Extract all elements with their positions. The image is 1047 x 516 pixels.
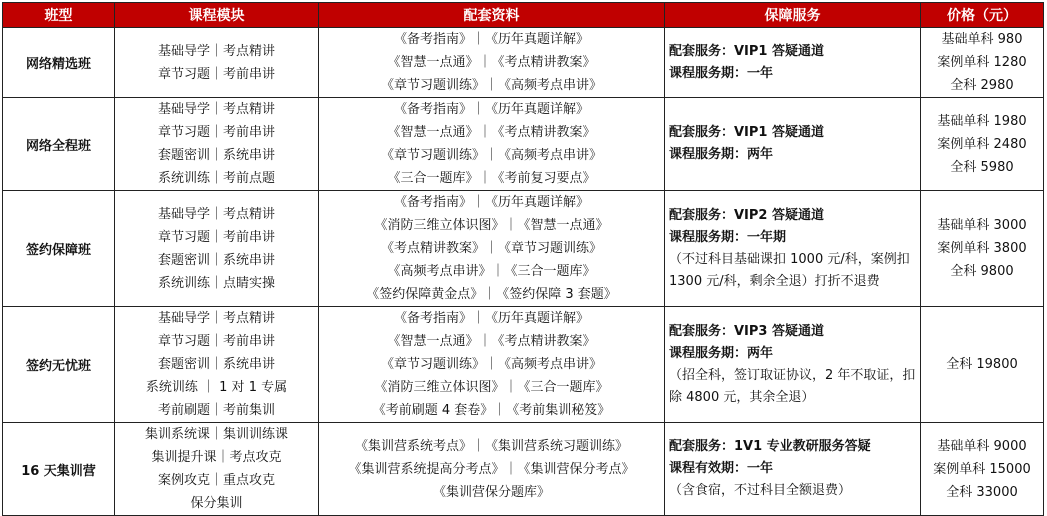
class-name-cell: 签约无忧班 xyxy=(3,307,115,423)
service-line: 配套服务：VIP3 答疑通道 xyxy=(669,323,824,339)
price-line: 全科 5980 xyxy=(950,159,1014,175)
material-line: 《高频考点串讲》｜《三合一题库》 xyxy=(387,264,596,279)
service-note: （招全科，签订取证协议，2 年不取证，扣除 4800 元，其余全退） xyxy=(669,367,916,405)
service-line: 课程服务期：两年 xyxy=(669,345,774,361)
service-line: 课程有效期：一年 xyxy=(669,461,774,476)
class-name-cell: 16 天集训营 xyxy=(3,423,115,516)
price-line: 案例单科 1280 xyxy=(937,55,1027,70)
material-line: 《集训营保分题库》 xyxy=(432,484,550,500)
material-line: 《智慧一点通》｜《考点精讲教案》 xyxy=(387,334,596,349)
service-cell xyxy=(665,423,921,516)
price-line: 全科 33000 xyxy=(946,484,1018,500)
service-note: （含食宿，不过科目全额退费） xyxy=(669,483,852,498)
class-name-cell: 签约保障班 xyxy=(3,191,115,307)
header-modules: 课程模块 xyxy=(115,3,319,28)
module-line: 系统训练｜点睛实操 xyxy=(157,275,275,291)
header-service: 保障服务 xyxy=(665,3,921,28)
module-line: 案例攻克｜重点攻克 xyxy=(157,473,275,488)
service-line: 配套服务：VIP2 答疑通道 xyxy=(669,207,824,223)
modules-cell xyxy=(115,28,319,98)
modules-cell xyxy=(115,98,319,191)
table-row xyxy=(3,28,1044,98)
class-name-cell: 网络精选班 xyxy=(3,28,115,98)
module-line: 保分集训 xyxy=(190,496,243,511)
module-line: 系统训练｜考前点题 xyxy=(157,171,275,186)
price-line: 全科 19800 xyxy=(946,357,1018,372)
material-line: 《备考指南》｜《历年真题详解》 xyxy=(393,32,589,47)
module-line: 基础导学｜考点精讲 xyxy=(157,43,275,59)
materials-cell xyxy=(319,98,665,191)
material-line: 《三合一题库》｜《考前复习要点》 xyxy=(387,171,596,186)
materials-cell xyxy=(319,423,665,516)
module-line: 集训提升课｜考点攻克 xyxy=(151,450,282,465)
service-cell xyxy=(665,98,921,191)
material-line: 《集训营系统考点》｜《集训营系统习题训练》 xyxy=(354,438,628,454)
module-line: 基础导学｜考点精讲 xyxy=(157,311,275,326)
material-line: 《消防三维立体识图》｜《三合一题库》 xyxy=(374,380,609,395)
material-line: 《备考指南》｜《历年真题详解》 xyxy=(393,311,589,326)
material-line: 《智慧一点通》｜《考点精讲教案》 xyxy=(387,55,596,70)
module-line: 基础导学｜考点精讲 xyxy=(157,206,275,222)
module-line: 系统训练 ｜ 1 对 1 专属 xyxy=(145,380,288,395)
modules-cell xyxy=(115,423,319,516)
table-row xyxy=(3,423,1044,516)
service-cell xyxy=(665,191,921,307)
service-cell xyxy=(665,307,921,423)
material-line: 《签约保障黄金点》｜《签约保障 3 套题》 xyxy=(366,287,617,302)
material-line: 《考点精讲教案》｜《章节习题训练》 xyxy=(380,241,602,256)
service-line: 配套服务：1V1 专业教研服务答疑 xyxy=(669,439,871,454)
table-body xyxy=(3,28,1044,516)
price-cell xyxy=(921,191,1044,307)
materials-cell xyxy=(319,191,665,307)
price-line: 基础单科 9000 xyxy=(937,438,1027,454)
service-line: 配套服务：VIP1 答疑通道 xyxy=(669,43,824,59)
table-row xyxy=(3,307,1044,423)
price-line: 案例单科 15000 xyxy=(933,461,1031,477)
service-line: 课程服务期：一年期 xyxy=(669,229,787,245)
service-line: 课程服务期：一年 xyxy=(669,65,774,81)
module-line: 基础导学｜考点精讲 xyxy=(157,102,275,117)
service-note: （不过科目基础课扣 1000 元/科，案例扣 1300 元/科，剩余全退）打折不退费 xyxy=(669,251,910,289)
price-line: 基础单科 1980 xyxy=(937,113,1027,129)
price-line: 案例单科 2480 xyxy=(937,136,1027,152)
material-line: 《章节习题训练》｜《高频考点串讲》 xyxy=(380,78,602,93)
price-line: 全科 2980 xyxy=(950,78,1014,93)
materials-cell xyxy=(319,307,665,423)
price-cell xyxy=(921,423,1044,516)
price-line: 案例单科 3800 xyxy=(937,241,1027,256)
material-line: 《集训营系统提高分考点》｜《集训营保分考点》 xyxy=(348,461,635,477)
price-line: 全科 9800 xyxy=(950,264,1014,279)
table-row xyxy=(3,98,1044,191)
module-line: 套题密训｜系统串讲 xyxy=(157,148,275,163)
service-line: 配套服务：VIP1 答疑通道 xyxy=(669,125,824,140)
service-cell xyxy=(665,28,921,98)
header-materials: 配套资料 xyxy=(319,3,665,28)
module-line: 集训系统课｜集训训练课 xyxy=(144,427,288,442)
module-line: 套题密训｜系统串讲 xyxy=(157,357,275,372)
service-line: 课程服务期：两年 xyxy=(669,147,774,162)
price-cell xyxy=(921,98,1044,191)
modules-cell xyxy=(115,307,319,423)
module-line: 套题密训｜系统串讲 xyxy=(157,252,275,268)
header-price: 价格（元） xyxy=(921,3,1044,28)
material-line: 《智慧一点通》｜《考点精讲教案》 xyxy=(387,125,596,140)
price-line: 基础单科 980 xyxy=(941,32,1023,47)
material-line: 《备考指南》｜《历年真题详解》 xyxy=(393,195,589,210)
module-line: 章节习题｜考前串讲 xyxy=(157,229,275,245)
module-line: 章节习题｜考前串讲 xyxy=(157,66,275,82)
material-line: 《消防三维立体识图》｜《智慧一点通》 xyxy=(374,218,609,233)
header-class-type: 班型 xyxy=(3,3,115,28)
price-cell xyxy=(921,307,1044,423)
course-table xyxy=(2,2,1044,516)
module-line: 章节习题｜考前串讲 xyxy=(157,334,275,349)
material-line: 《章节习题训练》｜《高频考点串讲》 xyxy=(380,357,602,372)
material-line: 《考前刷题 4 套卷》｜《考前集训秘笈》 xyxy=(372,403,611,418)
module-line: 章节习题｜考前串讲 xyxy=(157,125,275,140)
header-row xyxy=(3,3,1044,28)
price-cell xyxy=(921,28,1044,98)
modules-cell xyxy=(115,191,319,307)
module-line: 考前刷题｜考前集训 xyxy=(157,403,275,418)
class-name-cell: 网络全程班 xyxy=(3,98,115,191)
material-line: 《备考指南》｜《历年真题详解》 xyxy=(393,102,589,117)
material-line: 《章节习题训练》｜《高频考点串讲》 xyxy=(380,148,602,163)
price-line: 基础单科 3000 xyxy=(937,218,1027,233)
materials-cell xyxy=(319,28,665,98)
table-row xyxy=(3,191,1044,307)
